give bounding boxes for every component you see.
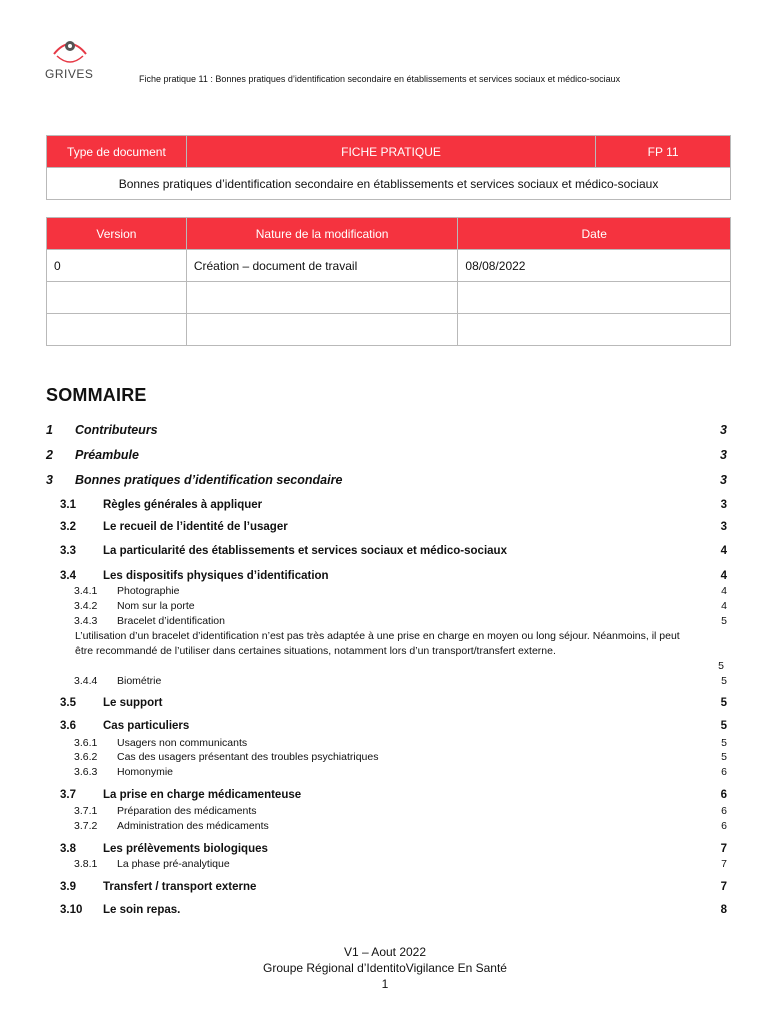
toc-label: Bonnes pratiques d’identification secondaire [75, 473, 343, 487]
toc-label: Les prélèvements biologiques [103, 843, 268, 855]
table-row [47, 314, 731, 346]
toc-page: 4 [720, 545, 727, 557]
table-cell: 0 [47, 250, 187, 282]
toc-label: Usagers non communicants [117, 737, 248, 749]
toc-label: Le recueil de l’identité de l’usager [103, 521, 288, 533]
toc-label: Règles générales à appliquer [103, 499, 263, 511]
toc-number: 3.4.2 [74, 600, 98, 612]
toc-label: Préparation des médicaments [117, 805, 257, 817]
toc-page: 6 [721, 766, 727, 778]
toc-label: La particularité des établissements et services sociaux et médico-sociaux [103, 545, 507, 557]
toc-page: 5 [718, 660, 724, 672]
document-info-table [46, 135, 731, 200]
toc-label: Le soin repas. [103, 904, 181, 916]
toc-number: 3.7 [60, 789, 76, 801]
table-cell: Création – document de travail [186, 250, 458, 282]
toc-page: 6 [721, 805, 727, 817]
table-row [47, 136, 731, 168]
toc-number: 3.10 [60, 904, 83, 916]
toc-page: 3 [720, 423, 727, 437]
toc-number: 3.4 [60, 570, 76, 582]
table-cell [186, 282, 458, 314]
toc-number: 3.6 [60, 720, 76, 732]
toc-page: 6 [720, 789, 727, 801]
table-cell [458, 314, 731, 346]
toc-label: Administration des médicaments [117, 820, 269, 832]
logo-text: GRIVES [45, 67, 94, 81]
toc-page: 5 [721, 737, 727, 749]
footer-organization: Groupe Régional d’IdentitoVigilance En Santé [263, 961, 507, 975]
table-row [47, 282, 731, 314]
toc-page: 5 [720, 697, 727, 709]
table-cell [47, 314, 187, 346]
toc-number: 3.6.3 [74, 766, 98, 778]
toc-number: 3.7.1 [74, 805, 98, 817]
toc-paragraph: L’utilisation d’un bracelet d’identification n’est pas très adaptée à une prise en charge en moyen ou long séjour. Néanmoins, il peut être recommandé de l’utiliser dans certaines situations, notamment lors d’un transport/transfert externe. [75, 630, 680, 657]
toc-page: 5 [721, 615, 727, 627]
toc-label: Homonymie [117, 766, 174, 778]
toc-number: 3.4.1 [74, 585, 98, 597]
doc-code-cell: FP 11 [596, 136, 731, 168]
toc-number: 3.9 [60, 881, 76, 893]
column-header: Date [458, 218, 731, 250]
doc-subtitle-cell: Bonnes pratiques d’identification secondaire en établissements et services sociaux et médico-sociaux [47, 168, 731, 200]
toc-label: Photographie [117, 585, 180, 597]
table-cell: 08/08/2022 [458, 250, 731, 282]
toc-page: 8 [720, 904, 727, 916]
table-header-row [47, 218, 731, 250]
toc-label: La prise en charge médicamenteuse [103, 789, 302, 801]
toc-label: Contributeurs [75, 423, 158, 437]
toc-number: 3.1 [60, 499, 76, 511]
footer-page-number: 1 [381, 977, 389, 991]
toc-page: 3 [720, 473, 727, 487]
toc-number: 3.6.1 [74, 737, 98, 749]
toc-page: 4 [721, 585, 727, 597]
toc-page: 7 [721, 858, 727, 870]
table-row [47, 168, 731, 200]
toc-label: La phase pré-analytique [117, 858, 230, 870]
toc-number: 3 [46, 473, 53, 487]
toc-number: 2 [46, 448, 53, 462]
toc-label: Préambule [75, 448, 139, 462]
toc-number: 3.8 [60, 843, 76, 855]
type-value-cell: FICHE PRATIQUE [186, 136, 595, 168]
footer-version: V1 – Aout 2022 [343, 945, 427, 959]
toc-page: 3 [720, 448, 727, 462]
toc-number: 1 [46, 423, 53, 437]
column-header: Nature de la modification [186, 218, 458, 250]
toc-label: Le support [103, 697, 163, 709]
type-label-cell: Type de document [47, 136, 187, 168]
toc-number: 3.8.1 [74, 858, 98, 870]
toc-page: 5 [720, 720, 727, 732]
toc-page: 3 [720, 499, 727, 511]
toc-page: 4 [721, 600, 727, 612]
table-cell [47, 282, 187, 314]
toc-page: 7 [720, 881, 727, 893]
toc-page: 4 [720, 570, 727, 582]
column-header: Version [47, 218, 187, 250]
toc-label: Cas particuliers [103, 720, 190, 732]
toc-number: 3.3 [60, 545, 76, 557]
toc-page: 6 [721, 820, 727, 832]
table-cell [458, 282, 731, 314]
toc-label: Biométrie [117, 675, 162, 687]
toc-number: 3.4.3 [74, 615, 98, 627]
page-header-title: Fiche pratique 11 : Bonnes pratiques d’identification secondaire en établissements et services sociaux et médico-sociaux [139, 74, 621, 84]
table-row [47, 250, 731, 282]
toc-number: 3.7.2 [74, 820, 98, 832]
sommaire-title: SOMMAIRE [46, 385, 147, 405]
toc-page: 5 [721, 675, 727, 687]
toc-label: Nom sur la porte [117, 600, 195, 612]
toc-number: 3.2 [60, 521, 76, 533]
toc-number: 3.6.2 [74, 751, 98, 763]
toc-number: 3.4.4 [74, 675, 98, 687]
version-table [46, 217, 731, 346]
toc-label: Les dispositifs physiques d’identification [103, 570, 329, 582]
toc-label: Bracelet d’identification [117, 615, 225, 627]
toc-page: 3 [720, 521, 727, 533]
toc-number: 3.5 [60, 697, 76, 709]
table-cell [186, 314, 458, 346]
toc-label: Transfert / transport externe [103, 881, 257, 893]
toc-label: Cas des usagers présentant des troubles psychiatriques [117, 751, 379, 763]
toc-page: 5 [721, 751, 727, 763]
toc-page: 7 [720, 843, 727, 855]
